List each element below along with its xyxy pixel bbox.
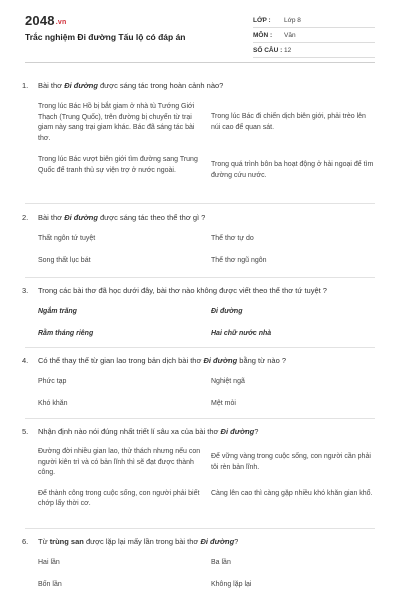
question-stem — [22, 212, 382, 223]
question-text: Nhận định nào nói đúng nhất triết lí sâu xa của bài thơ Đi đường? — [38, 427, 259, 436]
answer-options — [38, 234, 382, 266]
meta-grade — [253, 13, 375, 28]
question-2 — [22, 212, 382, 266]
question-4 — [22, 355, 382, 409]
answer-option-a[interactable]: Ngắm trăng — [38, 308, 77, 315]
question-stem — [22, 285, 382, 296]
question-stem — [22, 536, 382, 547]
question-stem — [22, 426, 382, 437]
answer-option-d[interactable]: Thể thơ ngũ ngôn — [211, 256, 267, 264]
header-divider — [25, 62, 375, 63]
question-number: 1. — [22, 81, 29, 90]
meta-key: MÔN : — [253, 31, 273, 39]
question-stem — [22, 80, 382, 91]
question-5 — [22, 426, 382, 510]
page-header — [0, 0, 400, 60]
answer-option-b[interactable]: Trong lúc Bác đi chiến dịch biên giới, phải trèo lên núi cao để quan sát. — [211, 113, 366, 131]
answer-options — [38, 377, 382, 409]
answer-options — [38, 558, 382, 590]
site-logo[interactable] — [25, 13, 66, 28]
question-number: 4. — [22, 356, 29, 365]
answer-option-a[interactable]: Phức tạp — [38, 378, 67, 385]
answer-option-c[interactable]: Trong lúc Bác vượt biên giới tìm đường sang Trung Quốc để tranh thủ sự viện trợ ở nước ngoài. — [38, 156, 198, 174]
answer-option-d[interactable]: Hai chữ nước nhà — [211, 329, 272, 337]
answer-option-d[interactable]: Càng lên cao thì càng gặp nhiều khó khăn gian khổ. — [211, 489, 373, 497]
answer-option-d[interactable]: Không lặp lại — [211, 580, 252, 588]
question-divider — [25, 418, 375, 419]
question-text: Bài thơ Đi đường được sáng tác theo thể thơ gì ? — [38, 213, 206, 222]
question-number: 5. — [22, 427, 29, 436]
question-1 — [22, 80, 382, 181]
question-text: Bài thơ Đi đường được sáng tác trong hoàn cảnh nào? — [38, 81, 224, 90]
answer-option-a[interactable]: Đường đời nhiều gian lao, thử thách nhưng nếu con người kiên trì và có bản lĩnh thì sẽ đạt được thành công. — [38, 448, 201, 476]
meta-value: Văn — [284, 31, 296, 39]
answer-option-c[interactable]: Song thất lục bát — [38, 256, 91, 264]
question-stem — [22, 355, 382, 366]
question-text: Trong các bài thơ đã học dưới đây, bài thơ nào không được viết theo thể thơ tứ tuyệt ? — [38, 286, 327, 295]
answer-option-b[interactable]: Để vững vàng trong cuộc sống, con người cần phải tôi rèn bản lĩnh. — [211, 453, 371, 471]
meta-value: 12 — [284, 46, 292, 54]
question-text: Từ trùng san được lặp lại mấy lần trong bài thơ Đi đường? — [38, 537, 239, 546]
answer-option-d[interactable]: Trong quá trình bôn ba hoạt động ở hải ngoại để tìm đường cứu nước. — [211, 161, 374, 179]
answer-option-c[interactable]: Rằm tháng riêng — [38, 329, 94, 337]
answer-option-d[interactable]: Mệt mỏi — [211, 399, 236, 407]
question-3 — [22, 285, 382, 339]
quiz-meta — [253, 13, 375, 58]
question-text: Có thể thay thế từ gian lao trong bản dịch bài thơ Đi đường bằng từ nào ? — [38, 356, 286, 365]
answer-option-b[interactable]: Đi đường — [211, 308, 243, 315]
answer-option-c[interactable]: Khó khăn — [38, 399, 68, 407]
question-divider — [25, 347, 375, 348]
question-divider — [25, 277, 375, 278]
question-number: 6. — [22, 537, 29, 546]
answer-options — [38, 307, 382, 339]
meta-key: SỐ CÂU : — [253, 46, 283, 54]
answer-options — [38, 447, 382, 510]
answer-option-b[interactable]: Thể thơ tự do — [211, 235, 254, 242]
answer-option-a[interactable]: Trong lúc Bác Hồ bị bắt giam ở nhà tù Tướng Giới Thạch (Trung Quốc), trên đường bị chuyển từ trại giam này sang trại giam khác. Bác đã sáng tác bài thơ. — [38, 103, 195, 142]
logo-text: 2048 — [25, 13, 55, 28]
answer-option-a[interactable]: Hai lần — [38, 559, 60, 566]
meta-value: Lớp 8 — [284, 16, 301, 24]
logo-suffix: .vn — [55, 19, 67, 26]
answer-option-c[interactable]: Để thành công trong cuộc sống, con người phải biết chớp lấy thời cơ. — [38, 489, 200, 507]
meta-key: LỚP : — [253, 16, 271, 24]
meta-subject — [253, 28, 375, 43]
answer-option-b[interactable]: Nghiệt ngã — [211, 378, 245, 385]
answer-option-a[interactable]: Thất ngôn tứ tuyệt — [38, 235, 96, 242]
question-number: 2. — [22, 213, 29, 222]
question-divider — [25, 203, 375, 204]
question-number: 3. — [22, 286, 29, 295]
answer-option-b[interactable]: Ba lần — [211, 559, 231, 566]
answer-option-c[interactable]: Bốn lần — [38, 580, 62, 588]
page-title: Trắc nghiệm Đi đường Tấu lộ có đáp án — [25, 32, 186, 42]
question-divider — [25, 528, 375, 529]
meta-count — [253, 43, 375, 58]
question-6 — [22, 536, 382, 590]
answer-options — [38, 102, 382, 181]
